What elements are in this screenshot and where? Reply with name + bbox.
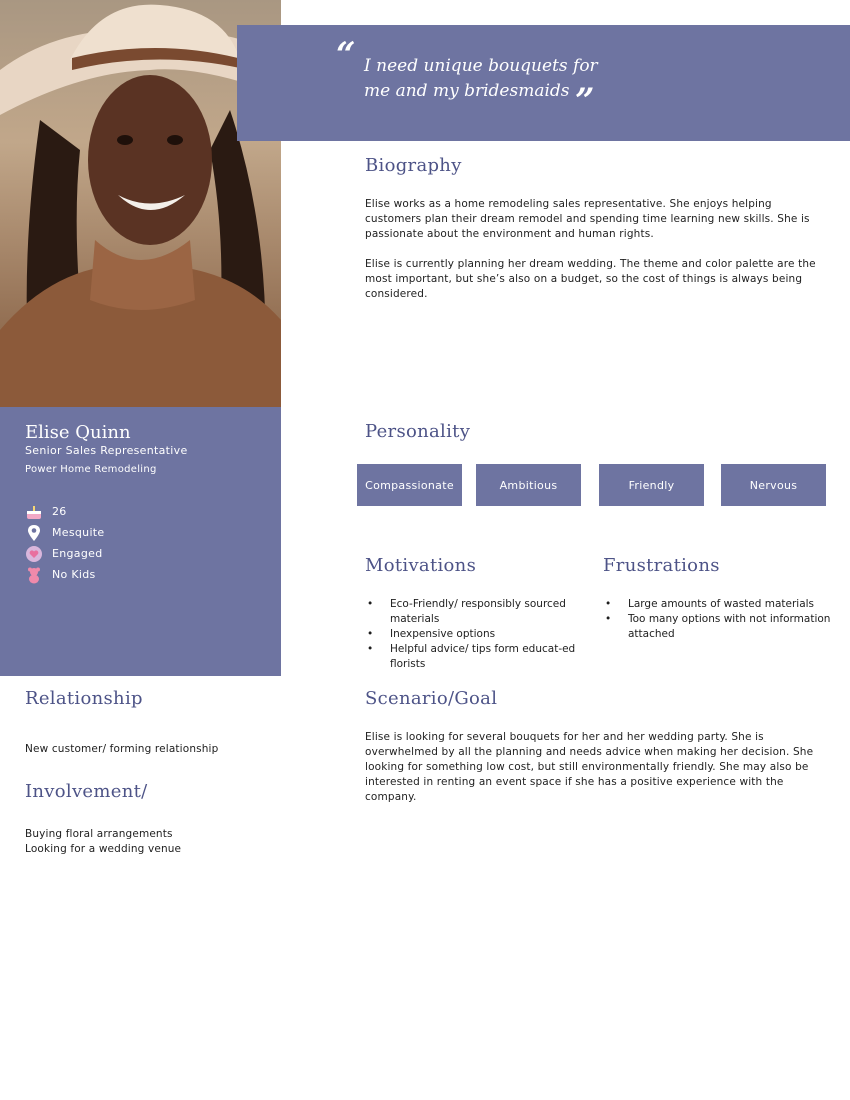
trait-chip: Compassionate <box>357 464 462 506</box>
fact-relationship-status <box>25 543 104 564</box>
relationship-heading: Relationship <box>25 688 143 709</box>
fact-location-value: Mesquite <box>52 526 105 539</box>
fact-age <box>25 501 104 522</box>
involvement-line: Looking for a wedding venue <box>25 843 182 855</box>
birthday-cake-icon <box>25 503 43 521</box>
persona-facts-list <box>25 501 104 585</box>
fact-age-value: 26 <box>52 505 67 518</box>
scenario-text: Elise is looking for several bouquets for her and her wedding party. She is overwhelmed by all the planning and needs advice when making her decision. She looking for something low cost, but still environmentally friendly. She may also be interested in renting an event space if she has a positive experience with the company. <box>365 731 814 803</box>
motivations-heading: Motivations <box>365 555 477 576</box>
open-quote-mark: “ <box>336 35 356 75</box>
involvement-line: Buying floral arrangements <box>25 828 173 840</box>
biography-paragraph: Elise is currently planning her dream wedding. The theme and color palette are the most important, but she’s also on a budget, so the cost of things is always being considered. <box>365 258 816 300</box>
frustrations-list <box>603 597 838 642</box>
persona-company: Power Home Remodeling <box>25 464 157 475</box>
trait-chip: Friendly <box>599 464 704 506</box>
list-item: • Eco-Friendly/ responsibly sourced materials <box>365 597 585 627</box>
list-item: • Helpful advice/ tips form educat-ed florists <box>365 642 585 672</box>
fact-kids-value: No Kids <box>52 568 96 581</box>
trait-chip: Nervous <box>721 464 826 506</box>
list-item: • Too many options with not information attached <box>603 612 838 642</box>
heart-icon <box>25 545 43 563</box>
personality-heading: Personality <box>365 421 471 442</box>
fact-relationship-value: Engaged <box>52 547 103 560</box>
biography-heading: Biography <box>365 155 462 176</box>
involvement-heading: Involvement/ <box>25 781 148 802</box>
persona-info-panel <box>0 407 281 676</box>
close-quote-mark: ” <box>575 81 595 121</box>
biography-paragraph: Elise works as a home remodeling sales representative. She enjoys helping customers plan their dream remodel and spending time learning new skills. She is passionate about the environment and human rights. <box>365 198 810 240</box>
frustrations-heading: Frustrations <box>603 555 720 576</box>
list-item: • Large amounts of wasted materials <box>603 597 838 612</box>
persona-name: Elise Quinn <box>25 422 131 443</box>
fact-kids <box>25 564 104 585</box>
teddy-bear-icon <box>25 566 43 584</box>
fact-location <box>25 522 104 543</box>
biography-text <box>365 197 825 302</box>
persona-job-title: Senior Sales Representative <box>25 444 188 457</box>
involvement-text <box>25 827 275 857</box>
location-pin-icon <box>25 524 43 542</box>
motivations-list <box>365 597 585 672</box>
persona-quote: I need unique bouquets for me and my bridesmaids <box>364 56 598 101</box>
trait-chip: Ambitious <box>476 464 581 506</box>
relationship-text: New customer/ forming relationship <box>25 743 219 755</box>
list-item: • Inexpensive options <box>365 627 585 642</box>
quote-banner <box>237 25 850 141</box>
scenario-heading: Scenario/Goal <box>365 688 498 709</box>
